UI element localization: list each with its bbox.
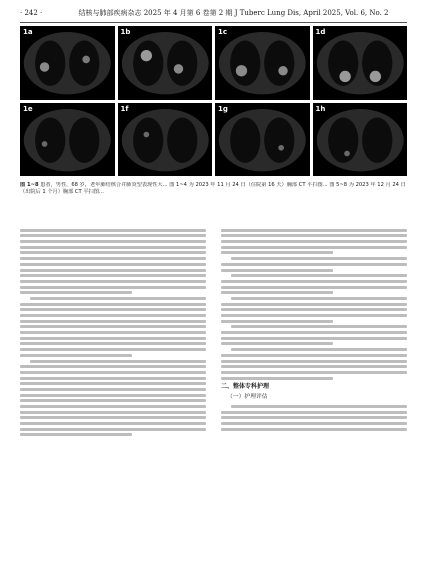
section-heading: 二、整体专科护理 — [221, 383, 270, 391]
panel-label: 1c — [218, 28, 228, 36]
running-title: 结核与肺部疾病杂志 2025 年 4 月第 6 卷第 2 期 J Tuberc Lung Dis, April 2025, Vol. 6, No. 2 — [78, 9, 389, 17]
ct-panel — [313, 103, 408, 177]
panel-label: 1d — [315, 28, 326, 36]
ct-panel — [118, 103, 213, 177]
text-column-right — [221, 226, 407, 566]
page-number: · 242 · — [20, 9, 43, 17]
ct-panel — [20, 103, 115, 177]
ct-panel — [20, 26, 115, 100]
subsection-heading: （一）护理评估 — [227, 394, 268, 401]
panel-label: 1f — [120, 104, 129, 113]
panel-label: 1e — [23, 104, 33, 113]
panel-label: 1b — [120, 28, 131, 36]
ct-panel — [118, 26, 213, 100]
panel-label: 1h — [315, 104, 326, 113]
running-header — [20, 8, 407, 23]
ct-panel — [215, 26, 310, 100]
panel-label: 1a — [23, 28, 33, 36]
figure-caption — [20, 182, 407, 220]
ct-figure-grid — [20, 26, 407, 176]
text-column-left — [20, 226, 206, 566]
caption-label: 图 1~8 — [20, 182, 39, 188]
caption-text: 患者，男性，68 岁，老年肺结核合并肺炎型表现性大... 图 1~4 为 2023 年 11 月 24 日（住院第 16 天）胸部 CT 平扫图... 图 5~8 为 2023 年 12 月 24 日（出院后 1 个月）胸部 CT 平扫图... — [20, 182, 406, 195]
panel-label: 1g — [218, 104, 228, 113]
ct-panel — [215, 103, 310, 177]
ct-panel — [313, 26, 408, 100]
